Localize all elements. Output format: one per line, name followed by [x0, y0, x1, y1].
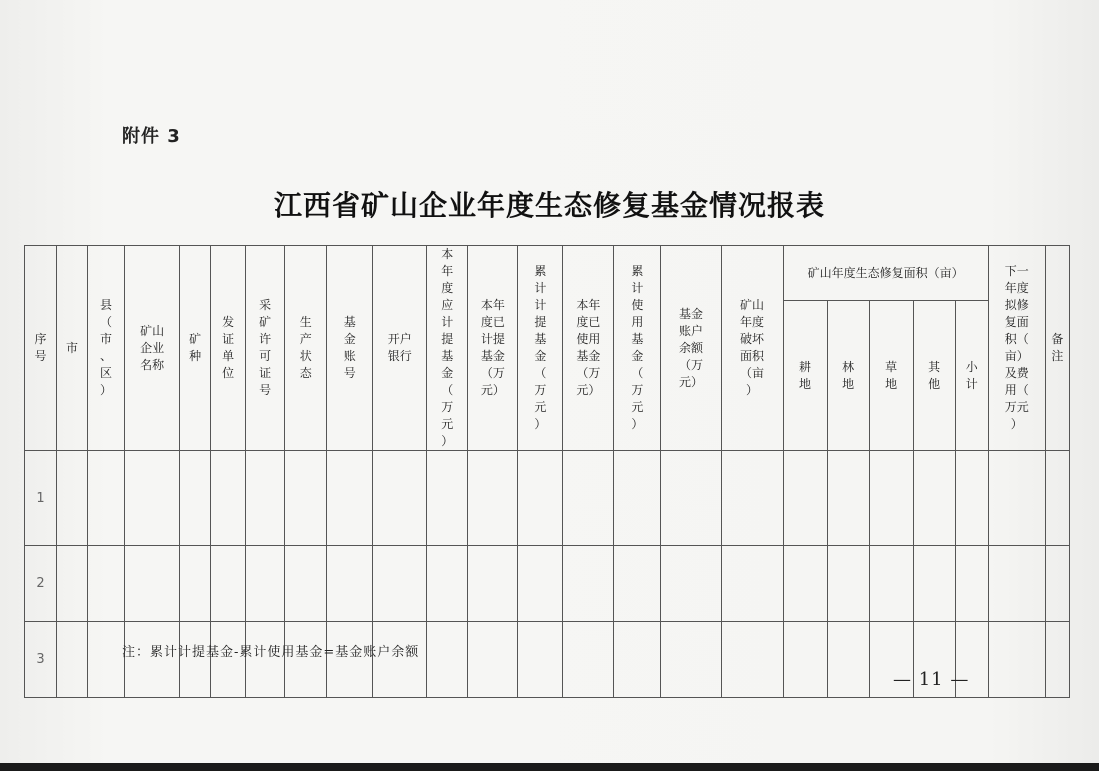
table-row	[25, 451, 1070, 546]
footnote: 注：累计计提基金-累计使用基金=基金账户余额	[122, 645, 420, 660]
table-cell	[327, 546, 373, 622]
header-next-year-plan: 下一 年度 拟修 复面 积（ 亩） 及费 用（ 万元 ）	[988, 246, 1045, 451]
table-cell	[518, 622, 563, 698]
table-cell	[518, 451, 563, 546]
table-cell	[721, 622, 783, 698]
header-mining-license-no: 采 矿 许 可 证 号	[246, 246, 285, 451]
document-title: 江西省矿山企业年度生态修复基金情况报表	[273, 189, 825, 222]
header-fund-account: 基 金 账 号	[327, 246, 373, 451]
table-cell	[661, 546, 721, 622]
table-cell	[988, 451, 1045, 546]
table-cell	[783, 451, 827, 546]
table-cell	[246, 451, 285, 546]
table-cell	[285, 451, 327, 546]
table-cell	[211, 451, 246, 546]
table-cell	[869, 451, 913, 546]
table-cell	[57, 546, 88, 622]
header-opening-bank: 开户 银行	[373, 246, 427, 451]
header-city: 市	[57, 246, 88, 451]
header-fund-accrual-due: 本 年 度 应 计 提 基 金 （ 万 元 ）	[427, 246, 468, 451]
table-cell	[827, 622, 869, 698]
table-cell	[125, 546, 180, 622]
header-subtotal: 小 计	[955, 301, 988, 451]
table-cell	[913, 546, 955, 622]
table-cell	[427, 546, 468, 622]
table-cell	[427, 451, 468, 546]
table-cell	[783, 546, 827, 622]
header-farmland: 耕 地	[783, 301, 827, 451]
table-cell	[661, 622, 721, 698]
table-cell	[211, 546, 246, 622]
table-cell	[827, 451, 869, 546]
table-cell	[125, 451, 180, 546]
table-cell	[246, 546, 285, 622]
row-serial-number: 2	[25, 546, 57, 622]
header-county: 县 （ 市 、 区 ）	[88, 246, 125, 451]
table-cell	[614, 622, 661, 698]
header-serial-no: 序 号	[25, 246, 57, 451]
header-fund-used-this-year: 本年 度已 使用 基金 （万 元）	[563, 246, 614, 451]
table-cell	[468, 451, 518, 546]
table-cell	[1045, 451, 1069, 546]
table-cell	[180, 451, 211, 546]
table-cell	[827, 546, 869, 622]
table-cell	[563, 451, 614, 546]
table-cell	[988, 546, 1045, 622]
table-cell	[327, 451, 373, 546]
row-serial-number: 1	[25, 451, 57, 546]
page-number: — 11 —	[893, 669, 970, 690]
header-issuing-unit: 发 证 单 位	[211, 246, 246, 451]
table-cell	[468, 622, 518, 698]
table-cell	[869, 546, 913, 622]
table-cell	[88, 622, 125, 698]
table-cell	[721, 451, 783, 546]
header-mineral-type: 矿 种	[180, 246, 211, 451]
table-cell	[88, 451, 125, 546]
table-cell	[988, 622, 1045, 698]
table-cell	[563, 546, 614, 622]
table-cell	[661, 451, 721, 546]
row-serial-number: 3	[25, 622, 57, 698]
table-cell	[373, 451, 427, 546]
table-cell	[614, 546, 661, 622]
table-cell	[955, 546, 988, 622]
table-cell	[373, 546, 427, 622]
table-cell	[783, 622, 827, 698]
page-bottom-edge	[0, 763, 1099, 771]
table-row	[25, 546, 1070, 622]
header-production-status: 生 产 状 态	[285, 246, 327, 451]
header-remarks: 备 注	[1045, 246, 1069, 451]
header-grassland: 草 地	[869, 301, 913, 451]
header-other-land: 其 他	[913, 301, 955, 451]
report-table	[24, 245, 1070, 698]
table-cell	[721, 546, 783, 622]
table-cell	[285, 546, 327, 622]
table-cell	[427, 622, 468, 698]
table-cell	[1045, 546, 1069, 622]
table-cell	[518, 546, 563, 622]
header-damaged-area: 矿山 年度 破坏 面积 （亩 ）	[721, 246, 783, 451]
table-cell	[614, 451, 661, 546]
table-cell	[57, 622, 88, 698]
header-fund-balance: 基金 账户 余额 （万 元）	[661, 246, 721, 451]
header-restored-area-group: 矿山年度生态修复面积（亩）	[783, 246, 988, 301]
table-cell	[180, 546, 211, 622]
header-fund-accrued-this-year: 本年 度已 计提 基金 （万 元）	[468, 246, 518, 451]
table-cell	[57, 451, 88, 546]
table-cell	[468, 546, 518, 622]
header-fund-used-total: 累 计 使 用 基 金 （ 万 元 ）	[614, 246, 661, 451]
table-cell	[955, 451, 988, 546]
table-cell	[1045, 622, 1069, 698]
table-cell	[563, 622, 614, 698]
header-enterprise-name: 矿山 企业 名称	[125, 246, 180, 451]
table-cell	[88, 546, 125, 622]
table-cell	[913, 451, 955, 546]
header-forest-land: 林 地	[827, 301, 869, 451]
header-fund-accrued-total: 累 计 计 提 基 金 （ 万 元 ）	[518, 246, 563, 451]
attachment-label: 附件 3	[122, 126, 181, 147]
